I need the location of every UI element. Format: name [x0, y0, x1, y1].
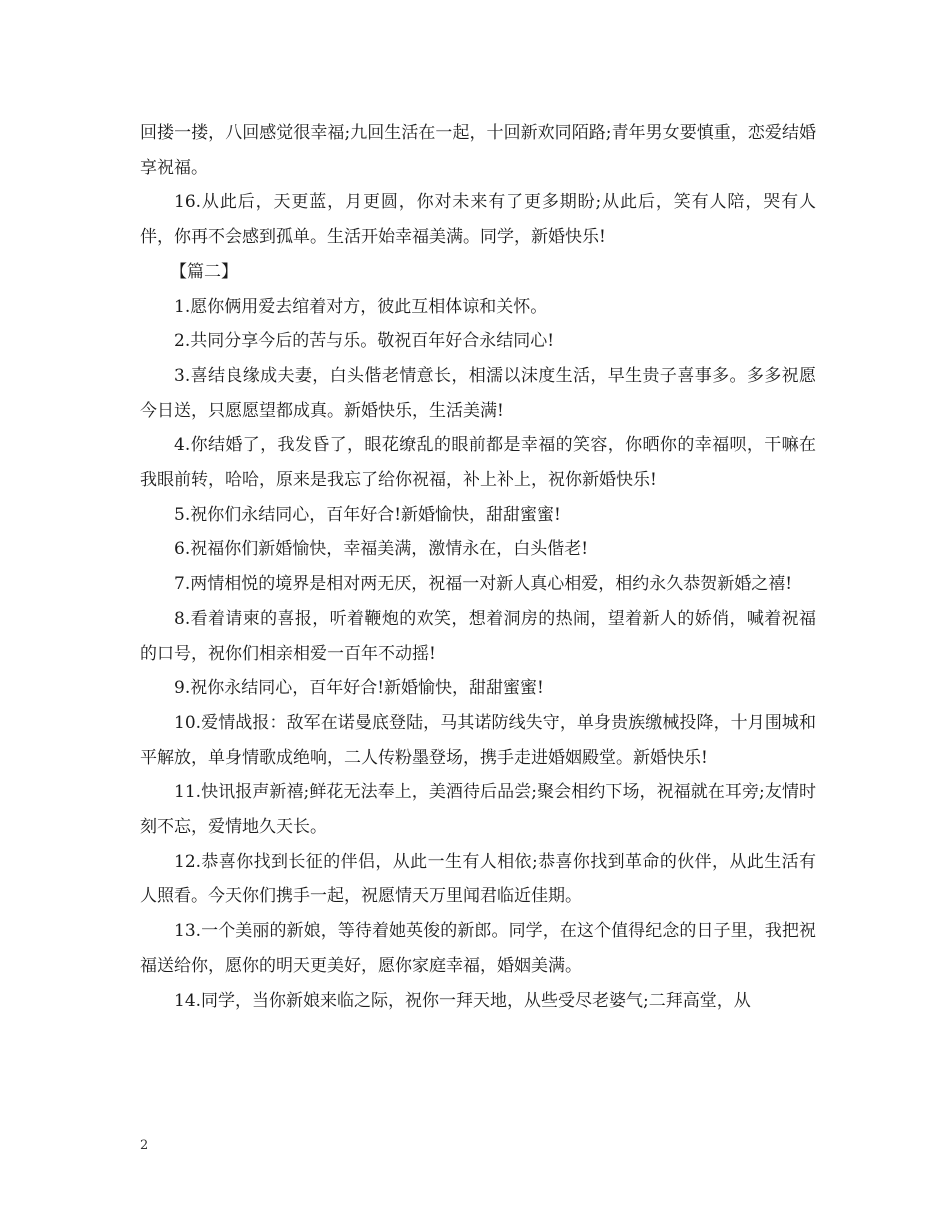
paragraph-item-7: 7.两情相悦的境界是相对两无厌，祝福一对新人真心相爱，相约永久恭贺新婚之禧! — [174, 574, 793, 595]
paragraph-item-5: 5.祝你们永结同心，百年好合!新婚愉快，甜甜蜜蜜! — [174, 504, 561, 525]
paragraph-item-3: 3.喜结良缘成夫妻，白头偕老情意长，相濡以沫度生活，早生贵子喜事多。多多祝愿今日送，只愿愿望都成真。新婚快乐，生活美满! — [140, 365, 816, 421]
section-heading: 【篇二】 — [170, 261, 238, 282]
paragraph-item-13: 13.一个美丽的新娘，等待着她英俊的新郎。同学，在这个值得纪念的日子里，我把祝福送给你，愿你的明天更美好，愿你家庭幸福，婚姻美满。 — [140, 921, 816, 976]
paragraph-item-8: 8.看着请柬的喜报，听着鞭炮的欢笑，想着洞房的热闹，望着新人的娇俏，喊着祝福的口号，祝你们相亲相爱一百年不动摇! — [140, 608, 816, 664]
paragraph-item-11: 11.快讯报声新禧;鲜花无法奉上，美酒待后品尝;聚会相约下场，祝福就在耳旁;友情时刻不忘，爱情地久天长。 — [140, 782, 816, 838]
paragraph-continuation: 回搂一搂，八回感觉很幸福;九回生活在一起，十回新欢同陌路;青年男女要慎重，恋爱结婚享祝福。 — [140, 123, 816, 178]
paragraph-item-1: 1.愿你俩用爱去绾着对方，彼此互相体谅和关怀。 — [174, 296, 548, 317]
page-number: 2 — [140, 1138, 149, 1153]
paragraph-item-10: 10.爱情战报：敌军在诺曼底登陆，马其诺防线失守，单身贵族缴械投降，十月围城和平解放，单身情歌成绝响，二人传粉墨登场，携手走进婚姻殿堂。新婚快乐! — [140, 712, 816, 768]
paragraph-item-9: 9.祝你永结同心，百年好合!新婚愉快，甜甜蜜蜜! — [174, 678, 544, 699]
paragraph-item-2: 2.共同分享今后的苦与乐。敬祝百年好合永结同心! — [174, 331, 555, 352]
paragraph-item-12: 12.恭喜你找到长征的伴侣，从此一生有人相依;恭喜你找到革命的伙伴，从此生活有人照看。今天你们携手一起，祝愿情天万里闻君临近佳期。 — [140, 851, 816, 907]
document-body — [140, 116, 816, 1018]
paragraph-item-4: 4.你结婚了，我发昏了，眼花缭乱的眼前都是幸福的笑容，你晒你的幸福呗，干嘛在我眼前转，哈哈，原来是我忘了给你祝福，补上补上，祝你新婚快乐! — [140, 435, 816, 491]
paragraph-item-16: 16.从此后，天更蓝，月更圆，你对未来有了更多期盼;从此后，笑有人陪，哭有人伴，你再不会感到孤单。生活开始幸福美满。同学，新婚快乐! — [140, 192, 816, 248]
paragraph-item-14: 14.同学，当你新娘来临之际，祝你一拜天地，从些受尽老婆气;二拜高堂，从 — [174, 990, 751, 1011]
paragraph-item-6: 6.祝福你们新婚愉快，幸福美满，激情永在，白头偕老! — [174, 539, 589, 560]
